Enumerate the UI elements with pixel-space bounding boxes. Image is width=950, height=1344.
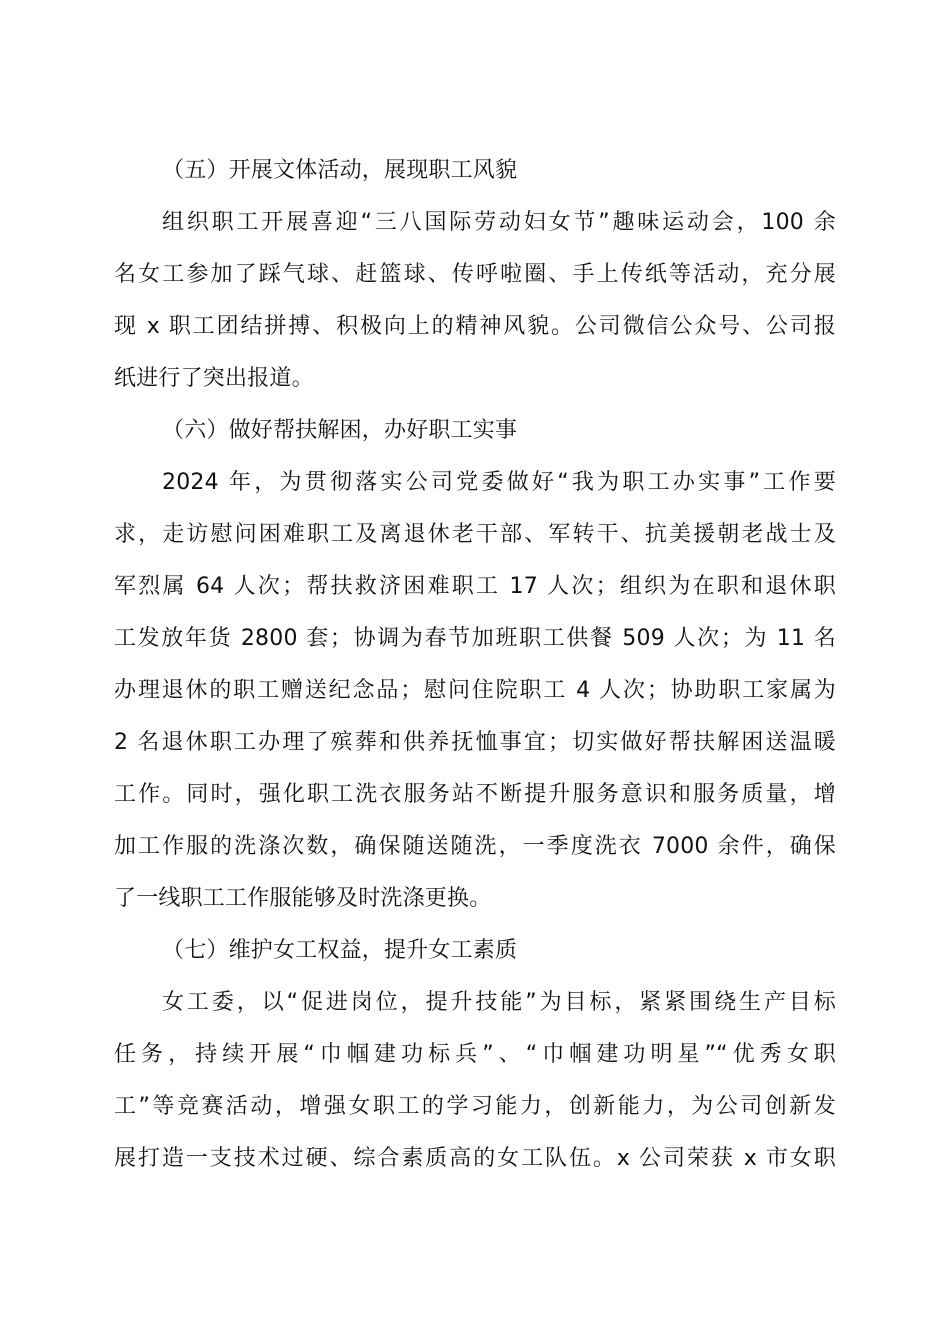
paragraph-line: 女工委，以“促进岗位，提升技能”为目标，紧紧围绕生产目标 — [162, 990, 836, 1015]
paragraph-line: 求，走访慰问困难职工及离退休老干部、军转干、抗美援朝老战士及 — [114, 522, 836, 547]
paragraph-line: 任务，持续开展“巾帼建功标兵”、“巾帼建功明星”“优秀女职 — [114, 1042, 836, 1067]
paragraph-line: 办理退休的职工赠送纪念品；慰问住院职工 4 人次；协助职工家属为 — [114, 678, 836, 703]
paragraph-line: 军烈属 64 人次；帮扶救济困难职工 17 人次；组织为在职和退休职 — [114, 574, 836, 599]
paragraph-line: 工作。同时，强化职工洗衣服务站不断提升服务意识和服务质量，增 — [114, 782, 836, 807]
paragraph-line: 现 x 职工团结拼搏、积极向上的精神风貌。公司微信公众号、公司报 — [114, 314, 836, 339]
paragraph-line: 2024 年，为贯彻落实公司党委做好“我为职工办实事”工作要 — [162, 470, 836, 495]
paragraph-line: 工发放年货 2800 套；协调为春节加班职工供餐 509 人次；为 11 名 — [114, 626, 836, 651]
paragraph-line: 组织职工开展喜迎“三八国际劳动妇女节”趣味运动会，100 余 — [162, 210, 836, 235]
paragraph-line: 纸进行了突出报道。 — [114, 366, 314, 391]
section-heading-5: （五）开展文体活动，展现职工风貌 — [162, 158, 518, 183]
paragraph-line: 展打造一支技术过硬、综合素质高的女工队伍。x 公司荣获 x 市女职 — [114, 1146, 836, 1171]
paragraph-line: 2 名退休职工办理了殡葬和供养抚恤事宜；切实做好帮扶解困送温暖 — [114, 730, 836, 755]
paragraph-line: 名女工参加了踩气球、赶篮球、传呼啦圈、手上传纸等活动，充分展 — [114, 262, 836, 287]
paragraph-line: 加工作服的洗涤次数，确保随送随洗，一季度洗衣 7000 余件，确保 — [114, 834, 836, 859]
section-heading-7: （七）维护女工权益，提升女工素质 — [162, 938, 518, 963]
section-heading-6: （六）做好帮扶解困，办好职工实事 — [162, 418, 518, 443]
paragraph-line: 了一线职工工作服能够及时洗涤更换。 — [114, 886, 492, 911]
paragraph-line: 工”等竞赛活动，增强女职工的学习能力，创新能力，为公司创新发 — [114, 1094, 836, 1119]
